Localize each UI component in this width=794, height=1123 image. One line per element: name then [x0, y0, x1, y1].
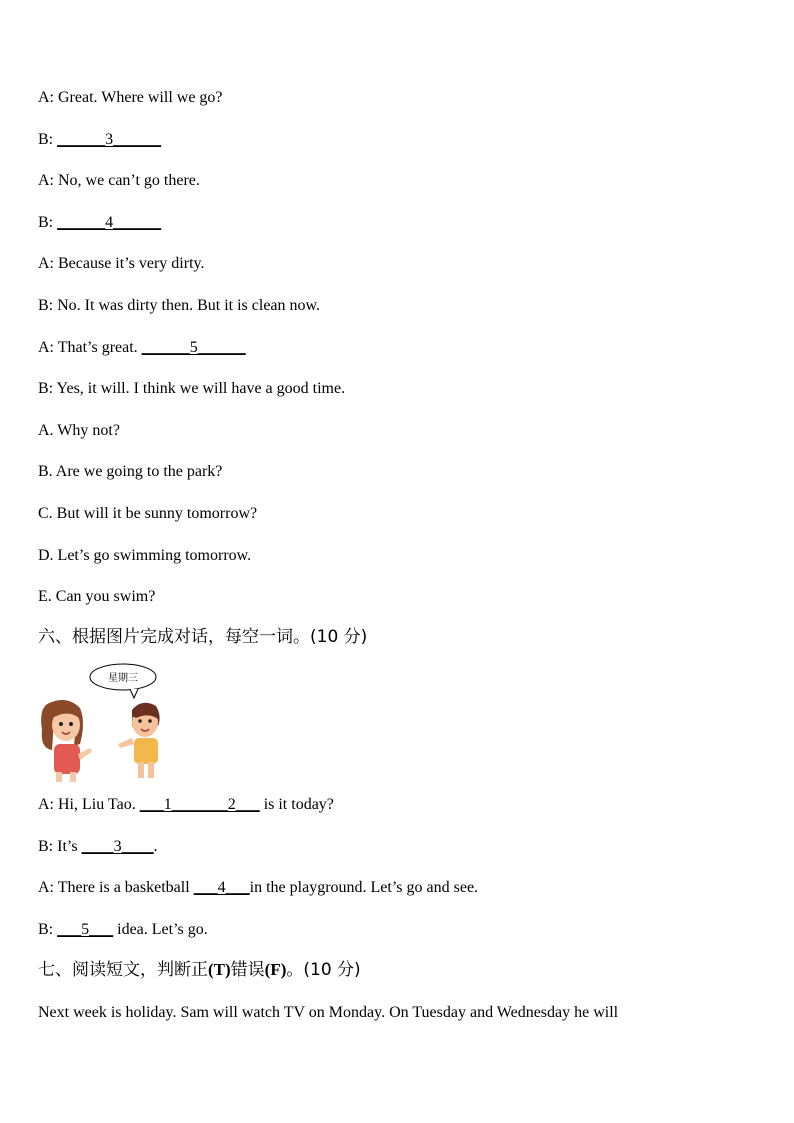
heading-part: 七、阅读短文，判断正 [38, 960, 208, 980]
speaker-prefix: A: That’s great. [38, 339, 142, 356]
option-e: E. Can you swim? [38, 588, 156, 605]
dialog-line: A: Because it’s very dirty. [38, 255, 205, 272]
boy-icon [118, 703, 160, 778]
dialog-line [38, 213, 161, 233]
dialogue-illustration [34, 660, 174, 784]
dialog-suffix: is it today? [259, 796, 334, 813]
answer-blank[interactable]: ______5______ [141, 339, 246, 356]
dialog-line: B: Yes, it will. I think we will have a good time. [38, 380, 346, 397]
option-a: A. Why not? [38, 422, 120, 439]
speaker-prefix: B: [38, 921, 58, 938]
section-seven-heading [38, 960, 361, 980]
heading-true-marker: (T) [208, 960, 231, 979]
answer-blank[interactable]: ______4______ [57, 214, 162, 231]
heading-part: 错误 [230, 960, 265, 980]
dialog-line: B: No. It was dirty then. But it is clean now. [38, 297, 321, 314]
dialog-line: A: No, we can’t go there. [38, 172, 200, 189]
answer-blank[interactable]: ___4___ [193, 879, 250, 896]
bubble-text: 星期三 [108, 673, 138, 684]
answer-blank[interactable]: ____3____ [81, 838, 154, 855]
heading-false-marker: (F) [264, 960, 287, 979]
girl-icon [41, 700, 92, 782]
section-six-heading: 六、根据图片完成对话，每空一词。(10 分) [38, 627, 368, 647]
speaker-prefix: B: [38, 214, 58, 231]
speaker-prefix: A: Hi, Liu Tao. [38, 796, 140, 813]
dialog-line [38, 920, 208, 940]
heading-part: 。(10 分) [286, 960, 361, 980]
dialog-line [38, 837, 158, 857]
answer-blank[interactable]: ___5___ [57, 921, 114, 938]
option-b: B. Are we going to the park? [38, 463, 223, 480]
speaker-prefix: A: There is a basketball [38, 879, 194, 896]
option-d: D. Let’s go swimming tomorrow. [38, 547, 252, 564]
dialog-line [38, 130, 161, 150]
dialog-line [38, 878, 478, 898]
dialog-line [38, 338, 246, 358]
speaker-prefix: B: [38, 131, 58, 148]
dialog-suffix: in the playground. Let’s go and see. [249, 879, 479, 896]
dialog-suffix: . [153, 838, 158, 855]
passage-text: Next week is holiday. Sam will watch TV on Monday. On Tuesday and Wednesday he will [38, 1004, 619, 1021]
speaker-prefix: B: It’s [38, 838, 82, 855]
dialog-suffix: idea. Let’s go. [113, 921, 208, 938]
dialog-line [38, 795, 334, 815]
answer-blank[interactable]: ______3______ [57, 131, 162, 148]
answer-blank[interactable]: ___1_______2___ [139, 796, 260, 813]
dialog-line: A: Great. Where will we go? [38, 89, 223, 106]
option-c: C. But will it be sunny tomorrow? [38, 505, 258, 522]
